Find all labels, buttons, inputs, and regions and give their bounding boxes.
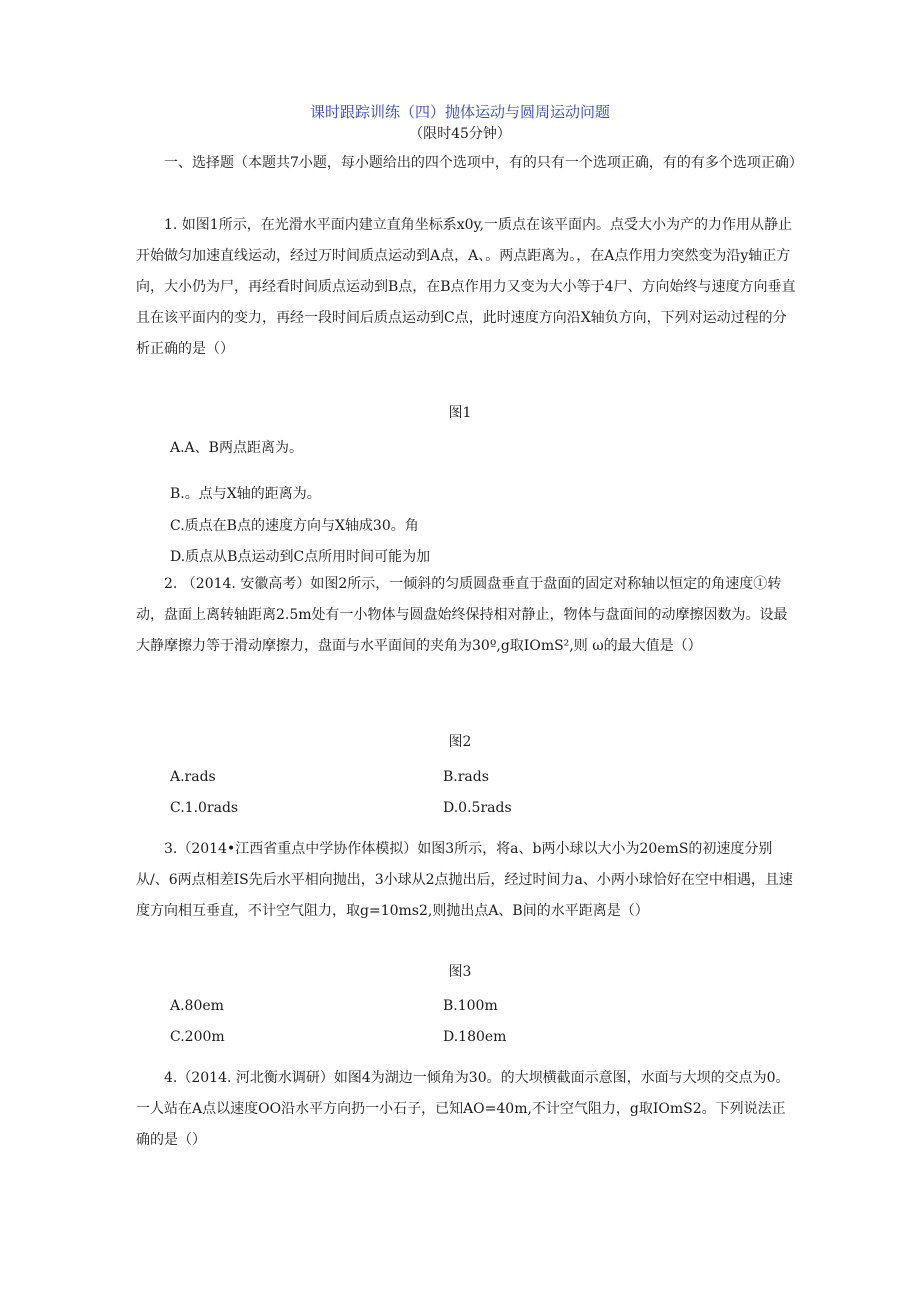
q1-option-d: D.质点从B点运动到C点所用时间可能为加 (170, 549, 431, 565)
section-heading: 一、选择题（本题共7小题，每小题给出的四个选项中，有的只有一个选项正确，有的有多个选项正确） (164, 155, 803, 171)
q3-option-a: A.80em (170, 998, 224, 1014)
q2-option-a: A.rads (170, 769, 216, 785)
q2-option-d: D.0.5rads (443, 800, 512, 816)
q1-option-a: A.A、B两点距离为。 (170, 440, 303, 456)
q3-option-c: C.200m (170, 1029, 225, 1045)
figure-1-caption: 图1 (448, 405, 472, 421)
q1-option-b: B.。点与X轴的距离为。 (170, 486, 321, 502)
document-title: 课时跟踪训练（四）抛体运动与圆周运动问题 (309, 103, 610, 121)
q3-option-d: D.180em (443, 1029, 507, 1045)
q2-option-c: C.1.0rads (170, 800, 239, 816)
time-limit: （限时45分钟） (409, 126, 511, 142)
question-1-stem: 1. 如图1所示，在光滑水平面内建立直角坐标系x0y,一质点在该平面内。点受大小为产的力作用从静止开始做匀加速直线运动，经过万时间质点运动到A点，A、。两点距离为。，在A点作用力突然变为沿y轴正方向，大小仍为尸，再经看时间质点运动到B点，在B点作用力又变为大小等于4尸、方向始终与速度方向垂直且在该平面内的变力，再经一段时间后质点运动到C点，此时速度方向沿X轴负方向，下列对运动过程的分析正确的是（） (136, 217, 796, 357)
question-2-stem: 2. （2014. 安徽高考）如图2所示，一倾斜的匀质圆盘垂直于盘面的固定对称轴以恒定的角速度①转动，盘面上离转轴距离2.5m处有一小物体与圆盘始终保持相对静止，物体与盘面间的动摩擦因数为。设最大静摩擦力等于滑动摩擦力，盘面与水平面间的夹角为30º,g取IOmS²,则 ω的最大值是（） (136, 576, 788, 654)
q3-option-b: B.100m (443, 998, 498, 1014)
q1-option-c: C.质点在B点的速度方向与X轴成30。角 (170, 518, 419, 534)
figure-2-caption: 图2 (448, 734, 472, 750)
question-3-stem: 3.（2014•江西省重点中学协作体模拟）如图3所示，将a、b两小球以大小为20emS的初速度分别从/、6两点相差IS先后水平相向抛出，3小球从2点抛出后，经过时间力a、小两小球恰好在空中相遇，且速度方向相互垂直，不计空气阻力，取g=10ms2,则抛出点A、B间的水平距离是（） (136, 841, 793, 919)
q2-option-b: B.rads (443, 769, 489, 785)
question-4-stem: 4.（2014. 河北衡水调研）如图4为湖边一倾角为30。的大坝横截面示意图，水面与大坝的交点为0。一人站在A点以速度OO沿水平方向扔一小石子，已知AO=40m,不计空气阻力，g取IOmS2。下列说法正确的是（） (136, 1070, 790, 1148)
figure-3-caption: 图3 (448, 964, 472, 980)
